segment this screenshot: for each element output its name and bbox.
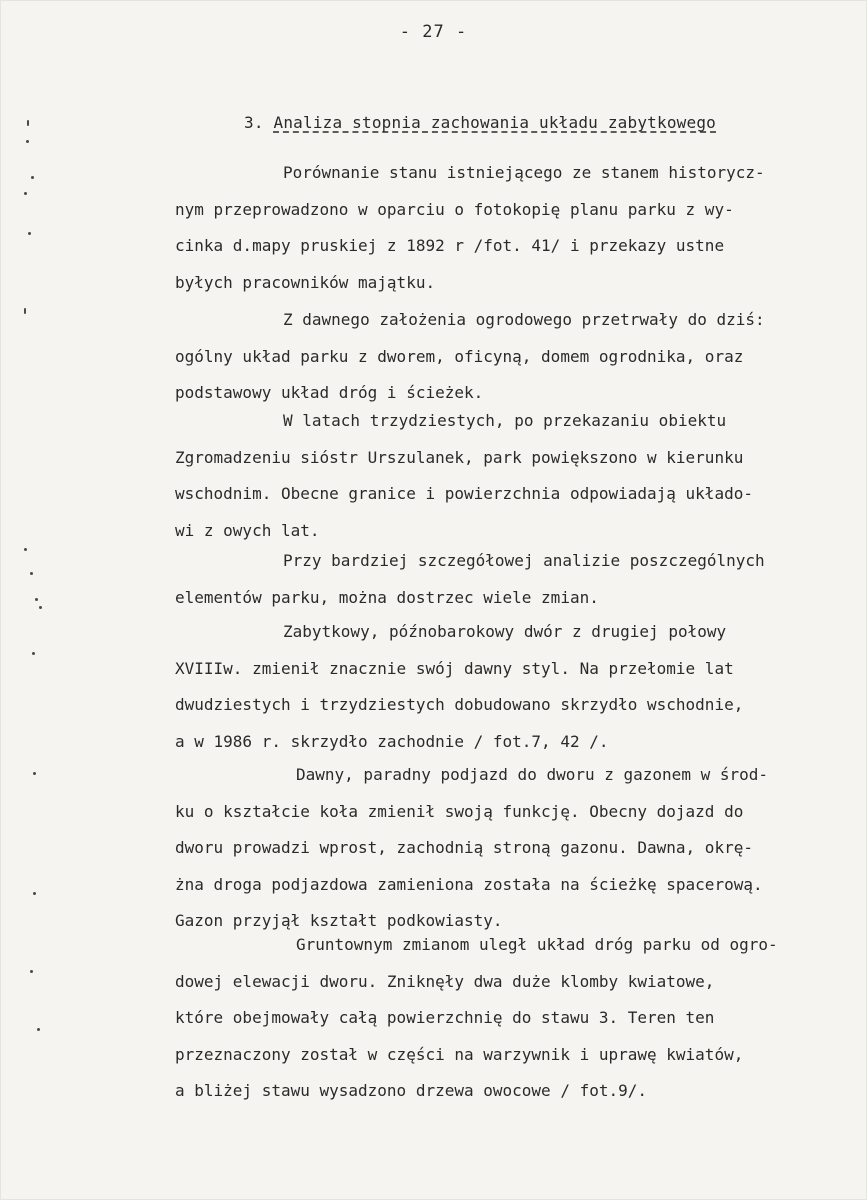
text-line: które obejmowały całą powierzchnię do stawu 3. Teren ten bbox=[175, 1008, 715, 1027]
margin-speck bbox=[30, 572, 33, 575]
margin-speck bbox=[32, 652, 35, 655]
margin-speck bbox=[37, 1028, 40, 1031]
text-line: byłych pracowników majątku. bbox=[175, 273, 436, 292]
margin-speck bbox=[39, 606, 42, 609]
text-line: Gazon przyjął kształt podkowiasty. bbox=[175, 911, 503, 930]
section-title: Analiza stopnia zachowania układu zabytkowego bbox=[273, 113, 716, 132]
text-line: dowej elewacji dworu. Zniknęły dwa duże klomby kwiatowe, bbox=[175, 972, 715, 991]
text-line: Z dawnego założenia ogrodowego przetrwały do dziś: bbox=[283, 310, 765, 329]
text-line: elementów parku, można dostrzec wiele zmian. bbox=[175, 588, 599, 607]
text-line: podstawowy układ dróg i ścieżek. bbox=[175, 383, 484, 402]
text-line: ku o kształcie koła zmienił swoją funkcję. Obecny dojazd do bbox=[175, 802, 744, 821]
margin-speck bbox=[24, 192, 27, 195]
text-line: Gruntownym zmianom uległ układ dróg parku od ogro- bbox=[296, 935, 778, 954]
text-line: dworu prowadzi wprost, zachodnią stroną gazonu. Dawna, okrę- bbox=[175, 838, 753, 857]
page-number: - 27 - bbox=[399, 22, 468, 42]
margin-speck bbox=[30, 970, 33, 973]
text-line: Zabytkowy, późnobarokowy dwór z drugiej połowy bbox=[283, 622, 727, 641]
margin-speck bbox=[27, 120, 29, 126]
section-heading bbox=[244, 113, 716, 132]
text-line: Dawny, paradny podjazd do dworu z gazonem w środ- bbox=[296, 765, 769, 784]
margin-speck bbox=[31, 176, 34, 179]
margin-speck bbox=[33, 892, 36, 895]
text-line: Przy bardziej szczegółowej analizie poszczególnych bbox=[283, 551, 765, 570]
text-line: Zgromadzeniu sióstr Urszulanek, park powiększono w kierunku bbox=[175, 448, 744, 467]
margin-speck bbox=[24, 548, 27, 551]
text-line: wschodnim. Obecne granice i powierzchnia odpowiadają układo- bbox=[175, 484, 753, 503]
margin-speck bbox=[33, 772, 36, 775]
text-line: XVIIIw. zmienił znacznie swój dawny styl. Na przełomie lat bbox=[175, 659, 734, 678]
text-line: cinka d.mapy pruskiej z 1892 r /fot. 41/ i przekazy ustne bbox=[175, 236, 725, 255]
margin-speck bbox=[28, 232, 31, 235]
text-line: przeznaczony został w części na warzywnik i uprawę kwiatów, bbox=[175, 1045, 744, 1064]
text-line: żna droga podjazdowa zamieniona została na ścieżkę spacerową. bbox=[175, 875, 763, 894]
text-line: a w 1986 r. skrzydło zachodnie / fot.7, 42 /. bbox=[175, 732, 609, 751]
text-line: wi z owych lat. bbox=[175, 521, 320, 540]
text-line: W latach trzydziestych, po przekazaniu obiektu bbox=[283, 411, 727, 430]
text-line: Porównanie stanu istniejącego ze stanem historycz- bbox=[283, 163, 765, 182]
text-line: ogólny układ parku z dworem, oficyną, domem ogrodnika, oraz bbox=[175, 347, 744, 366]
text-line: a bliżej stawu wysadzono drzewa owocowe / fot.9/. bbox=[175, 1081, 648, 1100]
section-number: 3. bbox=[244, 113, 264, 132]
margin-speck bbox=[35, 598, 38, 601]
margin-speck bbox=[26, 140, 29, 143]
margin-speck bbox=[24, 308, 26, 314]
text-line: dwudziestych i trzydziestych dobudowano skrzydło wschodnie, bbox=[175, 695, 744, 714]
text-line: nym przeprowadzono w oparciu o fotokopię planu parku z wy- bbox=[175, 200, 734, 219]
